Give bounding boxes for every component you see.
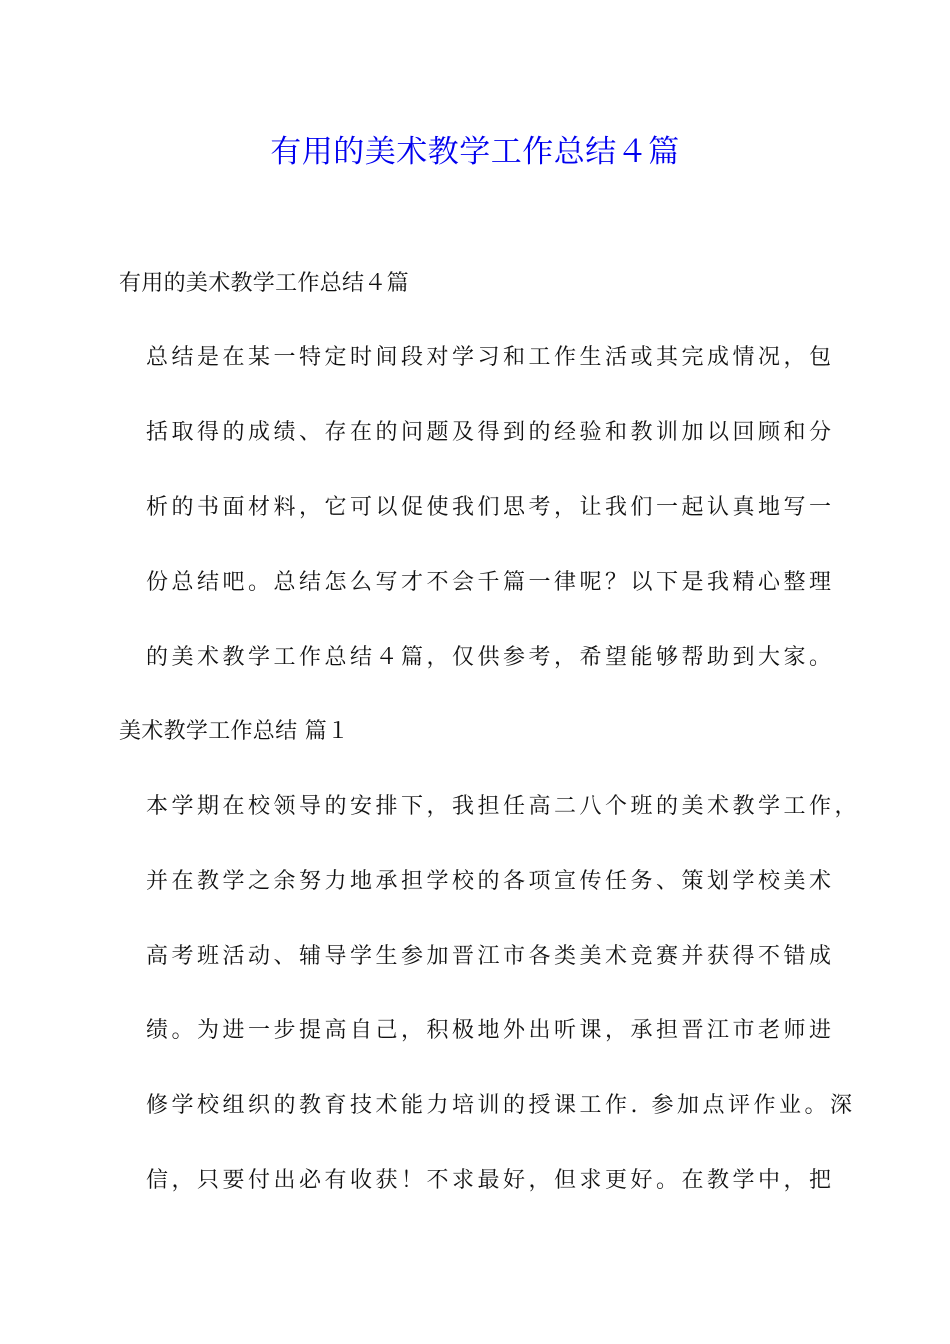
section-line-4: 绩。为进一步提高自己，积极地外出听课，承担晋江市老师进: [146, 1018, 835, 1043]
intro-line-3: 析的书面材料，它可以促使我们思考，让我们一起认真地写一: [146, 495, 835, 520]
section-line-2: 并在教学之余努力地承担学校的各项宣传任务、策划学校美术: [146, 869, 835, 894]
section-line-6: 信，只要付出必有收获！不求最好，但求更好。在教学中，把: [146, 1168, 835, 1193]
intro-line-2: 括取得的成绩、存在的问题及得到的经验和教训加以回顾和分: [146, 420, 835, 445]
section-line-1: 本学期在校领导的安排下，我担任高二八个班的美术教学工作，: [146, 794, 861, 819]
section-line-3: 高考班活动、辅导学生参加晋江市各类美术竞赛并获得不错成: [146, 944, 835, 969]
intro-line-5: 的美术教学工作总结４篇，仅供参考，希望能够帮助到大家。: [146, 645, 835, 670]
section-heading: 美术教学工作总结 篇１: [119, 719, 350, 744]
document-title: 有用的美术教学工作总结４篇: [270, 134, 680, 170]
section-line-5: 修学校组织的教育技术能力培训的授课工作. 参加点评作业。深: [146, 1093, 856, 1118]
document-subtitle: 有用的美术教学工作总结４篇: [119, 271, 409, 296]
intro-line-4: 份总结吧。总结怎么写才不会千篇一律呢？以下是我精心整理: [146, 570, 835, 595]
intro-line-1: 总结是在某一特定时间段对学习和工作生活或其完成情况，包: [146, 345, 835, 370]
